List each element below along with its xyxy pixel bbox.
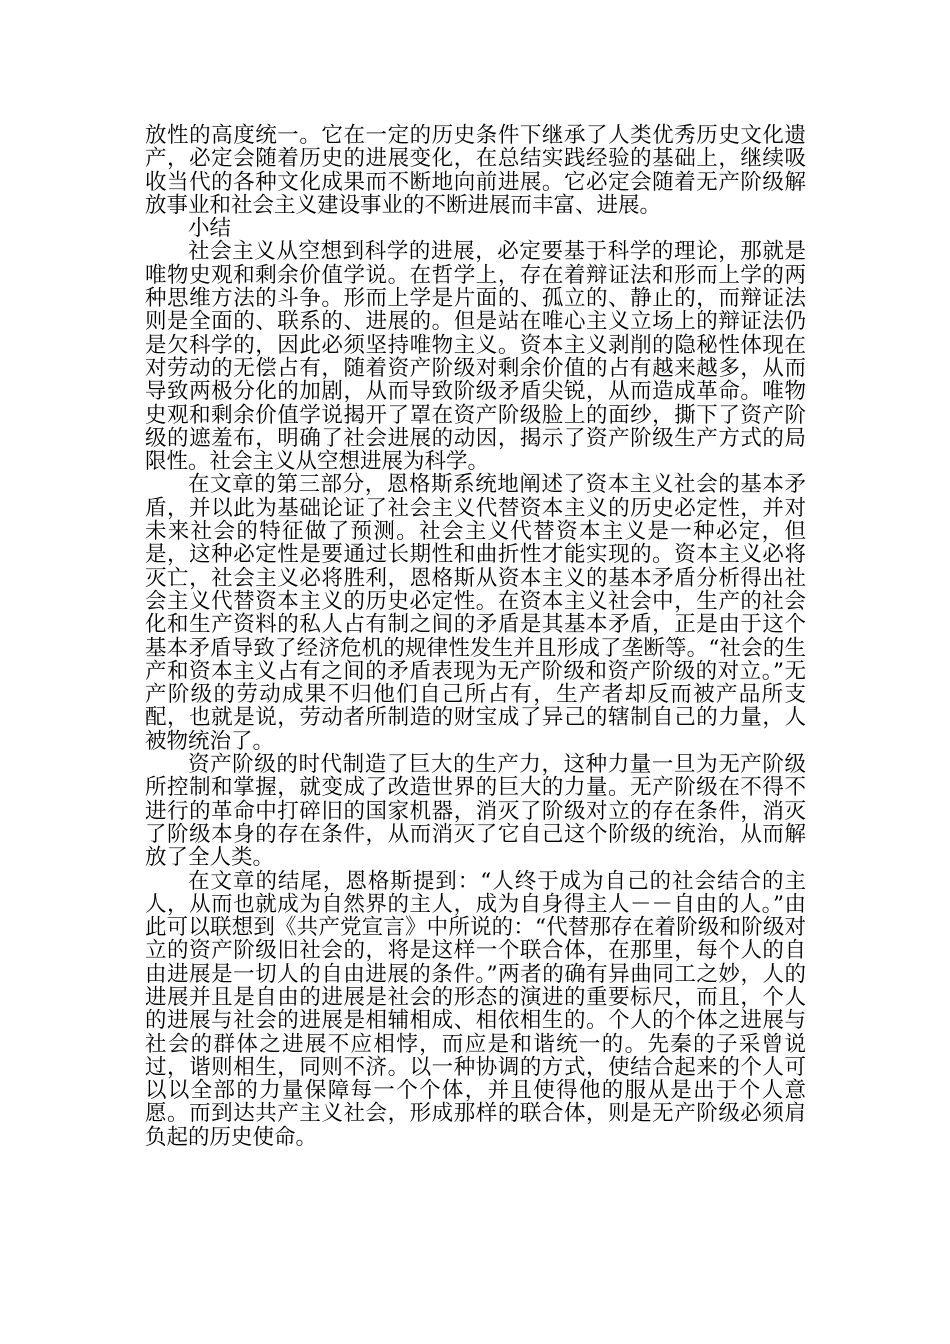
paragraph-part-three: 在文章的第三部分，恩格斯系统地阐述了资本主义社会的基本矛盾，并以此为基础论证了社会主义代替资本主义的历史必定性，并对未来社会的特征做了预测。社会主义代替资本主义是一种必定，但是，这种必定性是要通过长期性和曲折性才能实现的。资本主义必将灭亡，社会主义必将胜利，恩格斯从资本主义的基本矛盾分析得出社会主义代替资本主义的历史必定性。在资本主义社会中，生产的社会化和生产资料的私人占有制之间的矛盾是其基本矛盾，正是由于这个基本矛盾导致了经济危机的规律性发生并且形成了垄断等。“社会的生产和资本主义占有之间的矛盾表现为无产阶级和资产阶级的对立。”无产阶级的劳动成果不归他们自己所占有，生产者却反而被产品所支配，也就是说，劳动者所制造的财宝成了异己的辖制自己的力量，人被物统治了。 [145, 472, 806, 754]
paragraph-continuation: 放性的高度统一。它在一定的历史条件下继承了人类优秀历史文化遗产，必定会随着历史的进展变化，在总结实践经验的基础上，继续吸收当代的各种文化成果而不断地向前进展。它必定会随着无产阶级解放事业和社会主义建设事业的不断进展而丰富、进展。 [145, 123, 806, 218]
document-page [145, 124, 806, 1149]
section-heading-summary: 小结 [188, 216, 232, 242]
paragraph-summary-1: 社会主义从空想到科学的进展，必定要基于科学的理论，那就是唯物史观和剩余价值学说。在哲学上，存在着辩证法和形而上学的两种思维方法的斗争。形而上学是片面的、孤立的、静止的，而辩证法则是全面的、联系的、进展的。但是站在唯心主义立场上的辩证法仍是欠科学的，因此必须坚持唯物主义。资本主义剥削的隐秘性体现在对劳动的无偿占有，随着资产阶级对剩余价值的占有越来越多，从而导致两极分化的加剧，从而导致阶级矛盾尖锐，从而造成革命。唯物史观和剩余价值学说揭开了罩在资产阶级脸上的面纱，撕下了资产阶级的遮羞布，明确了社会进展的动因，揭示了资产阶级生产方式的局限性。社会主义从空想进展为科学。 [145, 239, 806, 475]
paragraph-conclusion: 在文章的结尾，恩格斯提到：“人终于成为自己的社会结合的主人，从而也就成为自然界的主人，成为自身得主人－－自由的人。”由此可以联想到《共产党宣言》中所说的：“代替那存在着阶级和阶级对立的资产阶级旧社会的，将是这样一个联合体，在那里，每个人的自由进展是一切人的自由进展的条件。”两者的确有异曲同工之妙，人的进展并且是自由的进展是社会的形态的演进的重要标尺，而且，个人的进展与社会的进展是相辅相成、相依相生的。个人的个体之进展与社会的群体之进展不应相悖，而应是和谐统一的。先秦的子采曾说过，谐则相生，同则不济。以一种协调的方式，使结合起来的个人可以以全部的力量保障每一个个体，并且使得他的服从是出于个人意愿。而到达共产主义社会，形成那样的联合体，则是无产阶级必须肩负起的历史使命。 [145, 868, 806, 1150]
paragraph-productive-forces: 资产阶级的时代制造了巨大的生产力，这种力量一旦为无产阶级所控制和掌握，就变成了改造世界的巨大的力量。无产阶级在不得不进行的革命中打碎旧的国家机器，消灭了阶级对立的存在条件，消灭了阶级本身的存在条件，从而消灭了它自己这个阶级的统治，从而解放了全人类。 [145, 752, 806, 871]
